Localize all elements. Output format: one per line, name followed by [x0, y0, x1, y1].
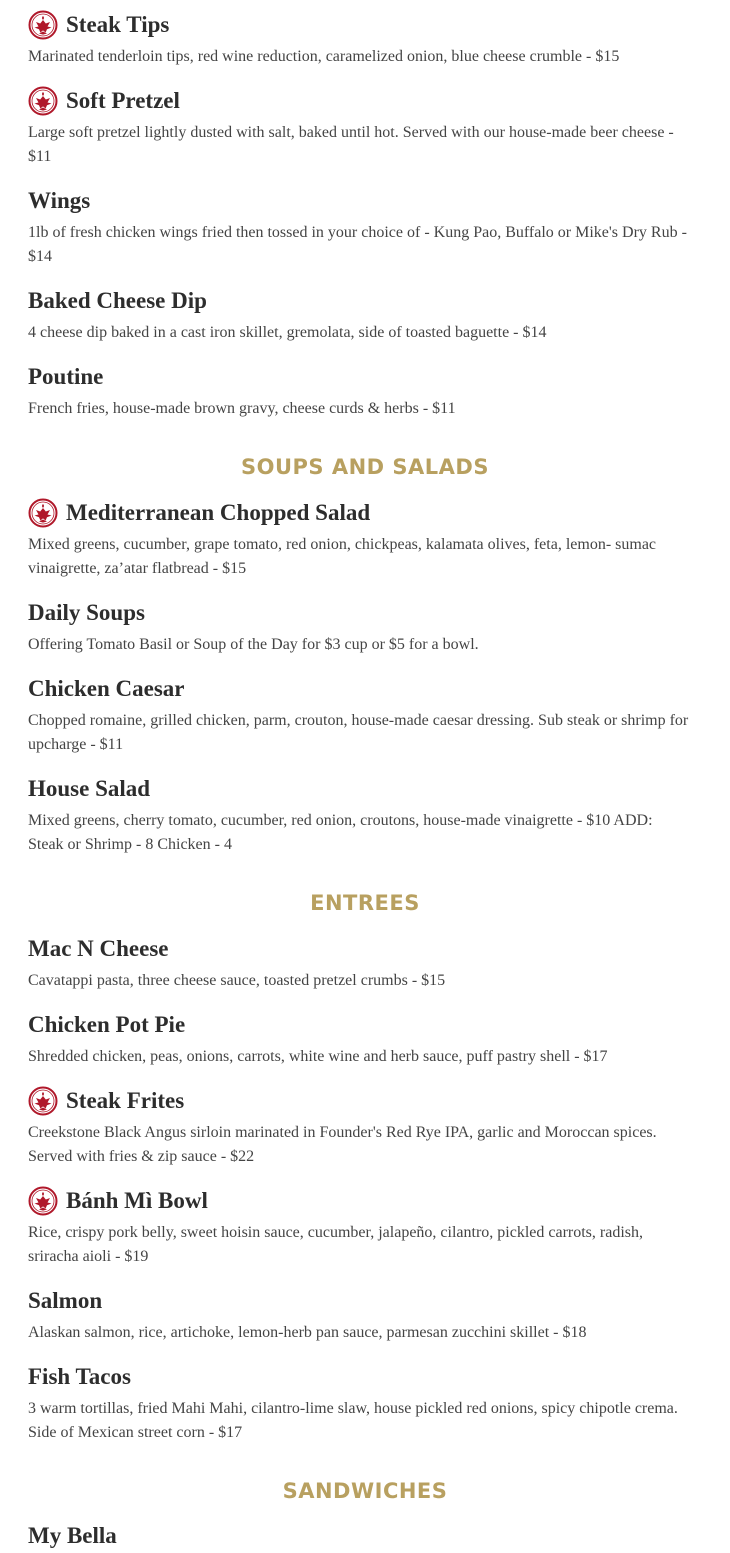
item-name: Chicken Pot Pie	[28, 1012, 186, 1037]
item-description: Shredded chicken, peas, onions, carrots, white wine and herb sauce, puff pastry shell - $17	[28, 1048, 608, 1065]
menu-item	[28, 1284, 692, 1345]
section-heading-soups-salads: SOUPS AND SALADS	[241, 455, 489, 479]
menu-item	[28, 8, 692, 69]
item-description: Mixed greens, cherry tomato, cucumber, red onion, croutons, house-made vinaigrette - $10 ADD: Steak or Shrimp - 8 Chicken - 4	[28, 812, 653, 853]
item-name: Steak Tips	[66, 12, 170, 37]
item-name: Mediterranean Chopped Salad	[66, 500, 371, 525]
menu-item	[28, 932, 692, 993]
item-description: 1lb of fresh chicken wings fried then tossed in your choice of - Kung Pao, Buffalo or Mike's Dry Rub - $14	[28, 224, 687, 265]
menu-item	[28, 1519, 692, 1553]
section-heading-entrees: ENTREES	[310, 891, 420, 915]
section-heading-sandwiches: SANDWICHES	[282, 1479, 448, 1503]
item-description: Marinated tenderloin tips, red wine reduction, caramelized onion, blue cheese crumble - $15	[28, 48, 620, 65]
menu-item	[28, 596, 692, 657]
menu-item	[28, 360, 692, 421]
item-description: 4 cheese dip baked in a cast iron skillet, gremolata, side of toasted baguette - $14	[28, 324, 547, 341]
phoenix-icon	[28, 10, 58, 40]
menu-item	[28, 772, 692, 857]
phoenix-icon	[28, 498, 58, 528]
menu-item	[28, 284, 692, 345]
item-name: Wings	[28, 188, 91, 213]
menu-item	[28, 184, 692, 269]
phoenix-icon	[28, 1186, 58, 1216]
phoenix-icon	[28, 86, 58, 116]
item-name: Baked Cheese Dip	[28, 288, 207, 313]
menu-item	[28, 1360, 692, 1445]
item-description: Creekstone Black Angus sirloin marinated in Founder's Red Rye IPA, garlic and Moroccan spices. Served with fries & zip sauce - $22	[28, 1124, 657, 1165]
item-description: Rice, crispy pork belly, sweet hoisin sauce, cucumber, jalapeño, cilantro, pickled carrots, radish, sriracha aioli - $19	[28, 1224, 644, 1265]
item-description: Mixed greens, cucumber, grape tomato, red onion, chickpeas, kalamata olives, feta, lemon- sumac vinaigrette, za’atar flatbread - $15	[28, 536, 657, 577]
item-name: Salmon	[28, 1288, 103, 1313]
item-description: Cavatappi pasta, three cheese sauce, toasted pretzel crumbs - $15	[28, 972, 446, 989]
item-name: House Salad	[28, 776, 151, 801]
item-description: French fries, house-made brown gravy, cheese curds & herbs - $11	[28, 400, 456, 417]
item-name: Poutine	[28, 364, 104, 389]
item-name: My Bella	[28, 1523, 117, 1548]
menu-item	[28, 1184, 692, 1269]
phoenix-icon	[28, 1086, 58, 1116]
item-description: 3 warm tortillas, fried Mahi Mahi, cilantro-lime slaw, house pickled red onions, spicy chipotle crema. Side of Mexican street corn - $17	[28, 1400, 678, 1441]
menu-item	[28, 672, 692, 757]
item-description: Offering Tomato Basil or Soup of the Day for $3 cup or $5 for a bowl.	[28, 636, 479, 653]
item-description: Alaskan salmon, rice, artichoke, lemon-herb pan sauce, parmesan zucchini skillet - $18	[28, 1324, 587, 1341]
item-name: Chicken Caesar	[28, 676, 185, 701]
item-name: Steak Frites	[66, 1088, 185, 1113]
item-name: Daily Soups	[28, 600, 145, 625]
menu-item	[28, 84, 692, 169]
item-name: Bánh Mì Bowl	[66, 1188, 208, 1213]
menu-item	[28, 1084, 692, 1169]
item-name: Mac N Cheese	[28, 936, 169, 961]
menu-item	[28, 496, 692, 581]
menu-item	[28, 1008, 692, 1069]
item-name: Soft Pretzel	[66, 88, 180, 113]
item-description: Chopped romaine, grilled chicken, parm, crouton, house-made caesar dressing. Sub steak or shrimp for upcharge - $11	[28, 712, 689, 753]
item-description: Large soft pretzel lightly dusted with salt, baked until hot. Served with our house-made beer cheese - $11	[28, 124, 674, 165]
item-name: Fish Tacos	[28, 1364, 131, 1389]
